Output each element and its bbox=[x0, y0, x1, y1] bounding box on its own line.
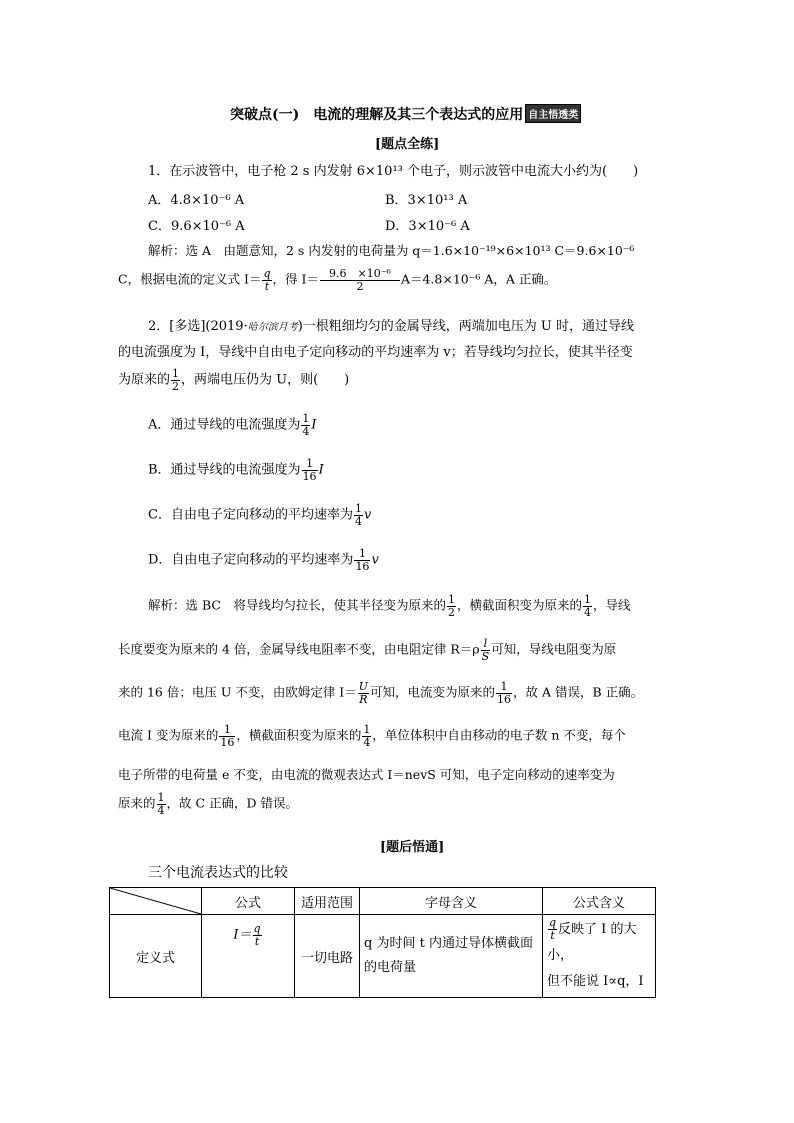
fraction-charge-over-time: $\frac{\text{9.6 ×10⁻⁶}}{2}$ bbox=[320, 268, 400, 292]
section-heading-practice: [题点全练] bbox=[375, 137, 440, 152]
q1-solution-line1: 解析：选 A 由题意知，2 s 内发射的电荷量为 q＝1.6×10⁻¹⁹×6×10¹³ C＝9.6×10⁻⁶ bbox=[148, 243, 635, 258]
q2-solution-line3: 来的 16 倍；电压 U 不变，由欧姆定律 I＝ $\frac{U}{R}$ 可知，电流变为原来的 $\frac{1}{16}$ ，故 A 错误，B 正确。 bbox=[118, 680, 644, 706]
section-title: 突破点(一) 电流的理解及其三个表达式的应用 自主悟透类 bbox=[230, 104, 581, 124]
header-formula: 公式 bbox=[202, 888, 295, 915]
header-scope: 适用范围 bbox=[295, 888, 360, 915]
self-study-tag: 自主悟透类 bbox=[525, 104, 581, 123]
q1-option-c: C．9.6×10⁻⁶ A bbox=[148, 219, 245, 234]
q2-solution-line1: 解析：选 BC 将导线均匀拉长，使其半径变为原来的 $\frac{1}{2}$ ，横截面积变为原来的 $\frac{1}{4}$ ，导线 bbox=[148, 593, 631, 619]
q2-solution-line2: 长度要变为原来的 4 倍，金属导线电阻率不变，由电阻定律 R＝ρ $\frac{l}{S}$ 可知，导线电阻变为原 bbox=[118, 637, 617, 663]
row-scope: 一切电路 bbox=[295, 915, 360, 998]
q2-option-c: C．自由电子定向移动的平均速率为 $\frac{1}{4}$ v bbox=[148, 502, 372, 528]
section-heading-summary: [题后悟通] bbox=[380, 840, 445, 855]
row-name: 定义式 bbox=[110, 915, 202, 998]
table-title: 三个电流表达式的比较 bbox=[148, 865, 288, 881]
table-row bbox=[110, 915, 656, 998]
q1-option-a: A．4.8×10⁻⁶ A bbox=[148, 193, 245, 208]
question-2-line2: 的电流强度为 I，导线中自由电子定向移动的平均速率为 v；若导线均匀拉长，使其半径变 bbox=[118, 345, 633, 360]
table-header-row bbox=[110, 888, 656, 915]
row-letter-meaning: q 为时间 t 内通过导体横截面 的电荷量 bbox=[360, 915, 543, 998]
q2-solution-line4: 电流 I 变为原来的 $\frac{1}{16}$ ，横截面积变为原来的 $\frac{1}{4}$ ，单位体积中自由移动的电子数 n 不变，每个 bbox=[118, 723, 626, 749]
q2-option-d: D．自由电子定向移动的平均速率为 $\frac{1}{16}$ v bbox=[148, 547, 379, 573]
q1-option-b: B．3×10¹³ A bbox=[385, 193, 468, 208]
fraction-q-over-t: $\frac{q}{t}$ bbox=[263, 267, 271, 293]
q2-option-b: B．通过导线的电流强度为 $\frac{1}{16}$ I bbox=[148, 457, 324, 483]
source-label: 哈尔滨月考 bbox=[247, 322, 298, 333]
q1-solution-line2: C，根据电流的定义式 I＝ $\frac{q}{t}$ ，得 I＝ $\frac{\text{9.6 ×10⁻⁶}}{2}$ A＝4.8×10⁻⁶ A，A 正确。 bbox=[118, 267, 557, 293]
q2-solution-line6: 原来的 $\frac{1}{4}$ ，故 C 正确，D 错误。 bbox=[118, 791, 299, 817]
question-1-stem: 1．在示波管中，电子枪 2 s 内发射 6×10¹³ 个电子，则示波管中电流大小约为( ) bbox=[148, 164, 639, 179]
question-2-line3: 为原来的 $\frac{1}{2}$ ，两端电压仍为 U，则( ) bbox=[118, 367, 350, 393]
q2-solution-line5: 电子所带的电荷量 e 不变，由电流的微观表达式 I＝nevS 可知，电子定向移动的速率变为 bbox=[118, 767, 615, 782]
diagonal-line bbox=[110, 888, 201, 914]
q1-option-d: D．3×10⁻⁶ A bbox=[385, 219, 470, 234]
comparison-table bbox=[109, 887, 656, 998]
header-corner-cell bbox=[110, 888, 202, 915]
header-letter-meaning: 字母含义 bbox=[360, 888, 543, 915]
header-formula-meaning: 公式含义 bbox=[543, 888, 656, 915]
q2-option-a: A．通过导线的电流强度为 $\frac{1}{4}$ I bbox=[148, 412, 317, 438]
row-formula-meaning: $\frac{q}{t}$ 反映了 I 的大小， 但不能说 I∝q，I bbox=[543, 915, 656, 998]
row-formula: I＝ $\frac{q}{t}$ bbox=[202, 915, 295, 998]
question-2-line1: 2．[多选](2019·哈尔滨月考)一根粗细均匀的金属导线，两端加电压为 U 时，通过导线 bbox=[148, 319, 634, 334]
